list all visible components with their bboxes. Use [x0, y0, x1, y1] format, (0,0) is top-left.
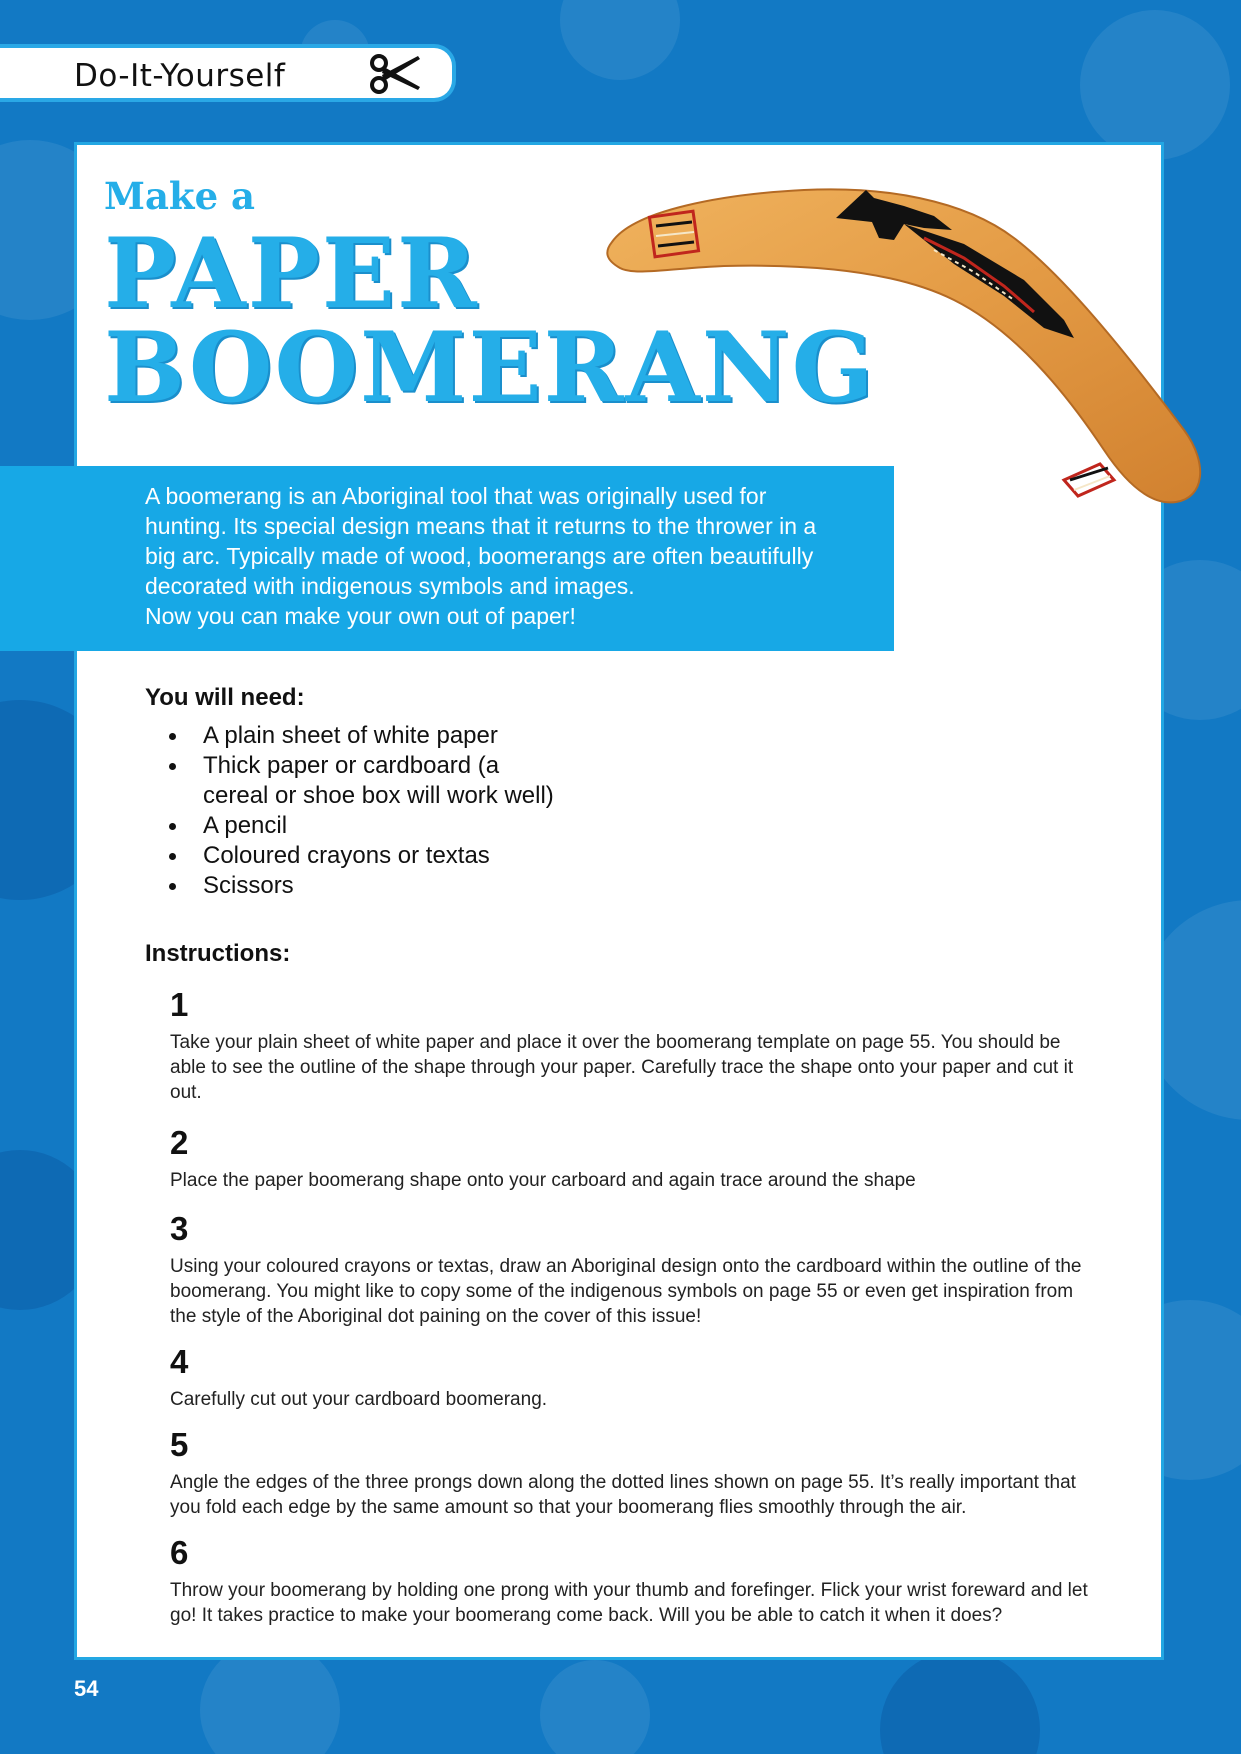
instruction-step: [170, 1426, 1100, 1520]
step-number: 6: [170, 1534, 189, 1571]
step-number: 4: [170, 1343, 189, 1380]
step-number: 5: [170, 1426, 189, 1463]
intro-line: big arc. Typically made of wood, boomerangs are often beautifully: [145, 543, 814, 569]
step-text: Carefully cut out your cardboard boomerang.: [170, 1389, 548, 1410]
needs-item: Scissors: [145, 871, 745, 901]
needs-item: A pencil: [145, 811, 745, 841]
needs-heading: You will need:: [145, 684, 305, 711]
needs-list: [145, 721, 745, 901]
intro-line: A boomerang is an Aboriginal tool that was originally used for: [145, 483, 767, 509]
intro-line: Now you can make your own out of paper!: [145, 603, 576, 629]
instructions-heading: Instructions:: [145, 940, 291, 967]
page-title-line-1: PAPER: [104, 217, 479, 330]
step-number: 2: [170, 1124, 189, 1161]
page-number: 54: [74, 1676, 99, 1701]
instruction-step: [170, 986, 1100, 1105]
intro-line: decorated with indigenous symbols and images.: [145, 573, 635, 599]
step-number: 3: [170, 1210, 189, 1247]
step-text: Take your plain sheet of white paper and place it over the boomerang template on page 55. You should be able to see the outline of the shape through your paper. Carefully trace the shape onto your paper and cut it out.: [170, 1032, 1074, 1103]
page-title-line-2: BOOMERANG: [104, 311, 876, 424]
needs-item: Coloured crayons or textas: [145, 841, 745, 871]
section-header-tab: [0, 44, 456, 102]
needs-item: A plain sheet of white paper: [145, 721, 745, 751]
scissors-icon: [368, 51, 426, 97]
instruction-step: [170, 1124, 1100, 1193]
intro-band: [0, 466, 894, 651]
step-text: Throw your boomerang by holding one prong with your thumb and forefinger. Flick your wrist foreward and let go! It takes practice to make your boomerang come back. Will you be able to catch it when it does?: [170, 1580, 1088, 1626]
needs-item: Thick paper or cardboard (a cereal or shoe box will work well): [145, 751, 563, 811]
instruction-step: [170, 1210, 1100, 1329]
title-kicker: Make a: [104, 174, 255, 218]
step-text: Angle the edges of the three prongs down along the dotted lines shown on page 55. It’s really important that you fold each edge by the same amount so that your boomerang flies smoothly through the air.: [170, 1472, 1076, 1518]
section-title: Do-It-Yourself: [74, 58, 286, 94]
instruction-step: [170, 1534, 1100, 1628]
step-number: 1: [170, 986, 189, 1023]
intro-line: hunting. Its special design means that it returns to the thrower in a: [145, 513, 817, 539]
step-text: Using your coloured crayons or textas, draw an Aboriginal design onto the cardboard within the outline of the boomerang. You might like to copy some of the indigenous symbols on page 55 or even get inspiration from the style of the Aboriginal dot paining on the cover of this issue!: [170, 1256, 1082, 1327]
instruction-step: [170, 1343, 1100, 1412]
step-text: Place the paper boomerang shape onto your carboard and again trace around the shape: [170, 1170, 916, 1191]
